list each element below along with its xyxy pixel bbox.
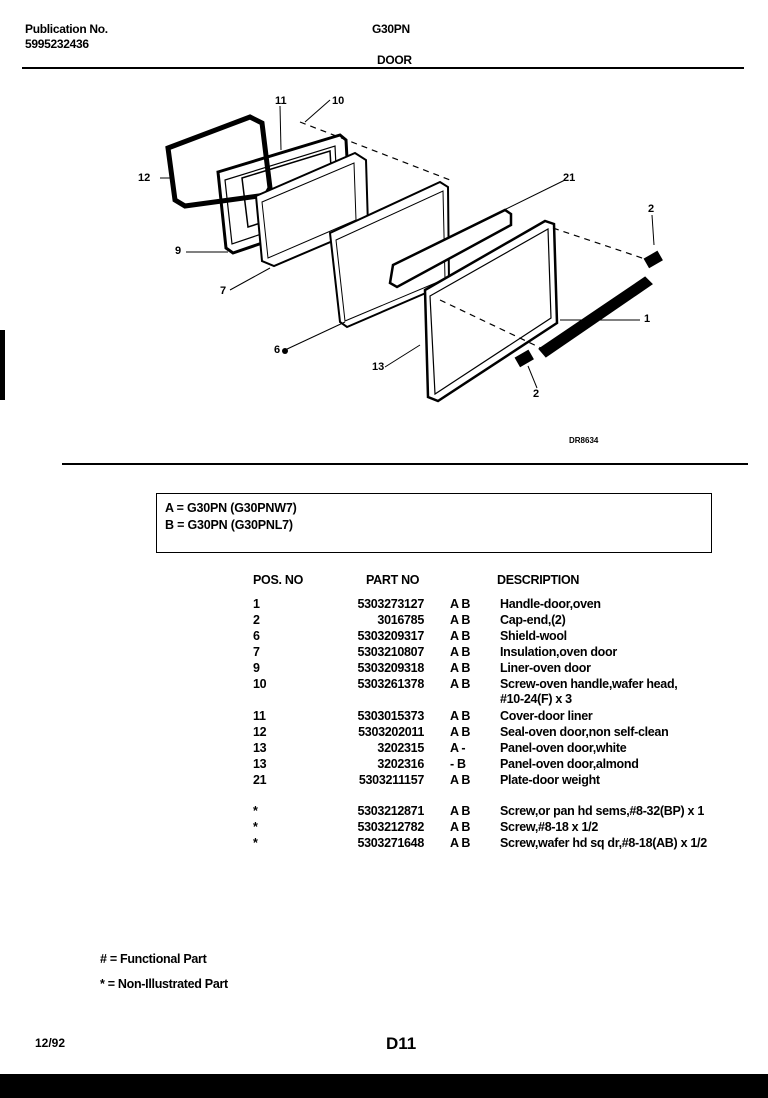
variant-a: A = G30PN (G30PNW7) [165, 501, 297, 515]
model-number: G30PN [372, 22, 410, 36]
model-code: A B [450, 645, 471, 659]
part-no: 5303210807 [357, 645, 424, 659]
table-row [0, 741, 768, 757]
part-no: 3202315 [377, 741, 424, 755]
scan-left-edge-mark [0, 330, 5, 400]
table-row [0, 597, 768, 613]
pos-no: 13 [253, 757, 267, 771]
part-no: 5303273127 [357, 597, 424, 611]
callout-21: 21 [563, 172, 576, 184]
table-row [0, 613, 768, 629]
callout-12: 12 [138, 172, 151, 184]
door-exploded-diagram [0, 85, 768, 455]
header-rule [22, 67, 744, 69]
part-no: 5303212871 [357, 804, 424, 818]
callout-2-bottom: 2 [533, 388, 540, 400]
description: Screw,wafer hd sq dr,#8-18(AB) x 1/2 [500, 836, 707, 850]
description: Panel-oven door,almond [500, 757, 639, 771]
description: #10-24(F) x 3 [500, 692, 572, 706]
callout-9: 9 [175, 245, 182, 257]
table-row-non-illustrated [0, 804, 768, 820]
variant-b: B = G30PN (G30PNL7) [165, 518, 293, 532]
description: Screw,or pan hd sems,#8-32(BP) x 1 [500, 804, 705, 818]
pos-no: 1 [253, 597, 260, 611]
pos-no: 7 [253, 645, 260, 659]
table-row [0, 757, 768, 773]
pos-no: 10 [253, 677, 267, 691]
legend-non-illustrated-part: * = Non-Illustrated Part [100, 977, 228, 991]
description: Liner-oven door [500, 661, 591, 675]
callout-13: 13 [372, 361, 385, 373]
callout-2-top: 2 [648, 203, 655, 215]
column-pos-no: POS. NO [253, 573, 303, 587]
callout-6: 6 [274, 344, 281, 356]
model-code: - B [450, 757, 466, 771]
pos-no: * [253, 836, 258, 850]
diagram-rule [62, 463, 748, 465]
part-no: 5303212782 [357, 820, 424, 834]
part-no: 5303202011 [358, 725, 424, 739]
part-no: 3202316 [377, 757, 424, 771]
model-code: A B [450, 597, 471, 611]
pos-no: 9 [253, 661, 260, 675]
model-code: A B [450, 773, 471, 787]
description: Screw,#8-18 x 1/2 [500, 820, 598, 834]
description: Screw-oven handle,wafer head, [500, 677, 678, 691]
callout-11: 11 [275, 95, 287, 107]
description: Shield-wool [500, 629, 567, 643]
table-row [0, 661, 768, 677]
scan-bottom-bar [0, 1074, 768, 1098]
description: Insulation,oven door [500, 645, 617, 659]
table-row [0, 677, 768, 693]
table-row [0, 773, 768, 789]
table-row-non-illustrated [0, 836, 768, 852]
model-code: A B [450, 709, 471, 723]
callout-7: 7 [220, 285, 227, 297]
variant-box [156, 493, 712, 553]
model-code: A B [450, 677, 471, 691]
pos-no: * [253, 820, 258, 834]
description: Panel-oven door,white [500, 741, 627, 755]
pos-no: 2 [253, 613, 260, 627]
model-code: A B [450, 836, 471, 850]
model-code: A B [450, 820, 471, 834]
part-no: 5303209318 [357, 661, 424, 675]
part-no: 5303211157 [358, 773, 424, 787]
part-no: 5303261378 [357, 677, 424, 691]
table-row [0, 645, 768, 661]
table-row [0, 709, 768, 725]
description: Seal-oven door,non self-clean [500, 725, 669, 739]
model-code: A B [450, 804, 471, 818]
publication-number: 5995232436 [25, 37, 89, 51]
pos-no: 12 [253, 725, 267, 739]
pos-no: 13 [253, 741, 267, 755]
part-no: 5303015373 [357, 709, 424, 723]
page-number: D11 [386, 1034, 417, 1053]
table-row-continuation [0, 692, 768, 708]
table-row [0, 725, 768, 741]
part-no: 3016785 [377, 613, 424, 627]
model-code: A - [450, 741, 466, 755]
column-description: DESCRIPTION [497, 573, 580, 587]
description: Plate-door weight [500, 773, 600, 787]
part-no: 5303271648 [357, 836, 424, 850]
description: Cap-end,(2) [500, 613, 566, 627]
publication-label: Publication No. [25, 22, 108, 36]
callout-10: 10 [332, 95, 345, 107]
drawing-code: DR8634 [569, 436, 599, 445]
table-row [0, 629, 768, 645]
pos-no: 21 [253, 773, 267, 787]
part-no: 5303209317 [357, 629, 424, 643]
end-cap-shape-lower [516, 351, 533, 366]
pos-no: * [253, 804, 258, 818]
column-part-no: PART NO [366, 573, 420, 587]
pos-no: 6 [253, 629, 260, 643]
model-code: A B [450, 613, 471, 627]
table-row-non-illustrated [0, 820, 768, 836]
model-code: A B [450, 725, 471, 739]
description: Cover-door liner [500, 709, 593, 723]
pos-no: 11 [253, 709, 266, 723]
description: Handle-door,oven [500, 597, 601, 611]
footer-date: 12/92 [35, 1036, 66, 1050]
callout-1: 1 [644, 313, 651, 325]
model-code: A B [450, 661, 471, 675]
model-code: A B [450, 629, 471, 643]
section-title: DOOR [377, 53, 412, 67]
legend-functional-part: # = Functional Part [100, 952, 207, 966]
